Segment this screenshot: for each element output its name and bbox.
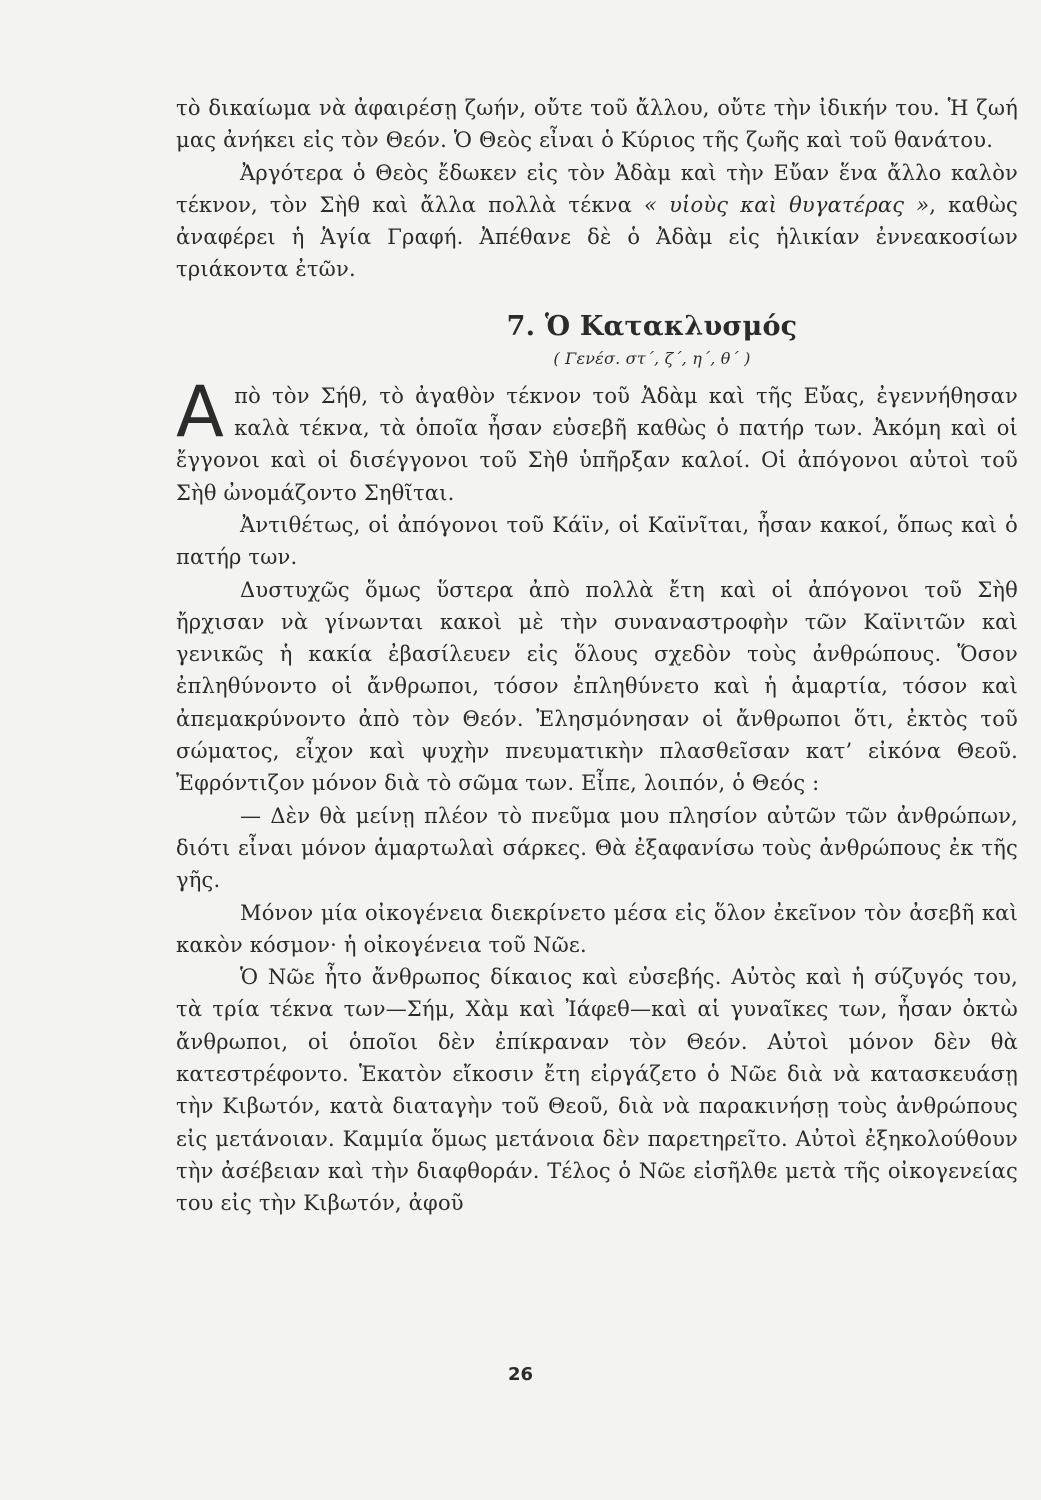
paragraph-3 bbox=[176, 370, 1018, 509]
scripture-reference: ( Γενέσ. στ΄, ζ΄, η΄, θ΄ ) bbox=[553, 348, 751, 368]
paragraph-3-text: πὸ τὸν Σήθ, τὸ ἀγαθὸν τέκνον τοῦ Ἀδὰμ καὶ τῆς Εὔας, ἐγεννήθησαν καλὰ τέκνα, τὰ ὁποῖα ἦσαν εὐσεβῆ καθὼς ὁ πατήρ των. Ἀκόμη καὶ οἱ ἔγγονοι καὶ οἱ δισέγγονοι τοῦ Σὴθ ὑπῆρξαν καλοί. Οἱ ἀπόγονοι αὐτοὶ τοῦ Σὴθ ὠνομάζοντο Σηθῖται. bbox=[176, 383, 1018, 505]
paragraph-7: Μόνον μία οἰκογένεια διεκρίνετο μέσα εἰς ὅλον ἐκεῖνον τὸν ἀσεβῆ καὶ κακὸν κόσμον· ἡ οἰκογένεια τοῦ Νῶε. bbox=[176, 900, 1018, 957]
paragraph-1: τὸ δικαίωμα νὰ ἀφαιρέσῃ ζωήν, οὔτε τοῦ ἄλλου, οὔτε τὴν ἰδικήν του. Ἡ ζωή μας ἀνήκει εἰς τὸν Θεόν. Ὁ Θεὸς εἶναι ὁ Κύριος τῆς ζωῆς καὶ τοῦ θανάτου. bbox=[176, 96, 1018, 153]
chapter-heading: 7. Ὁ Κατακλυσμός bbox=[506, 310, 798, 342]
paragraph-4: Ἀντιθέτως, οἱ ἀπόγονοι τοῦ Κάϊν, οἱ Καϊνῖται, ἦσαν κακοί, ὅπως καὶ ὁ πατήρ των. bbox=[176, 512, 1018, 570]
paragraph-6: — Δὲν θὰ μείνῃ πλέον τὸ πνεῦμα μου πλησίον αὐτῶν τῶν ἀνθρώπων, διότι εἶναι μόνον ἁμαρτωλαὶ σάρκες. Θὰ ἐξαφανίσω τοὺς ἀνθρώπους ἐκ τῆς γῆς. bbox=[176, 803, 1018, 893]
paragraph-8: Ὁ Νῶε ἦτο ἄνθρωπος δίκαιος καὶ εὐσεβής. Αὐτὸς καὶ ἡ σύζυγός του, τὰ τρία τέκνα των—Σήμ, Χὰμ καὶ Ἰάφεθ—καὶ αἱ γυναῖκες των, ἦσαν ὀκτὼ ἄνθρωποι, οἱ ὁποῖοι δὲν ἐπίκραναν τὸν Θεόν. Αὐτοὶ μόνον δὲν θὰ κατεστρέφοντο. Ἑκατὸν εἴκοσιν ἔτη εἰργάζετο ὁ Νῶε διὰ νὰ κατασκευάσῃ τὴν Κιβωτόν, κατὰ διαταγὴν τοῦ Θεοῦ, διὰ νὰ παρακινήσῃ τοὺς ἀνθρώπους εἰς μετάνοιαν. Καμμία ὅμως μετάνοια δὲν παρετηρεῖτο. Αὐτοὶ ἐξηκολούθουν τὴν ἀσέβειαν καὶ τὴν διαφθοράν. Τέλος ὁ Νῶε εἰσῆλθε μετὰ τῆς οἰκογενείας του εἰς τὴν Κιβωτόν, ἀφοῦ bbox=[176, 965, 1018, 1216]
page-number: 26 bbox=[507, 1364, 534, 1385]
drop-cap: Α bbox=[176, 370, 225, 453]
paragraph-2 bbox=[176, 157, 1018, 286]
paragraph-2-part-a: Ἀργότερα ὁ Θεὸς ἔδωκεν εἰς τὸν Ἀδὰμ καὶ τὴν Εὔαν ἕνα ἄλλο καλὸν τέκνον, τὸν Σὴθ καὶ ἄλλα πολλὰ τέκνα bbox=[176, 160, 1018, 217]
body-text bbox=[176, 92, 1018, 1220]
paragraph-2-part-b: , καθὼς ἀναφέρει ἡ Ἁγία Γραφή. Ἀπέθανε δὲ ὁ Ἀδὰμ εἰς ἡλικίαν ἐννεακοσίων τριάκοντα ἐτῶν. bbox=[176, 192, 1018, 282]
paragraph-5: Δυστυχῶς ὅμως ὕστερα ἀπὸ πολλὰ ἔτη καὶ οἱ ἀπόγονοι τοῦ Σὴθ ἤρχισαν νὰ γίνωνται κακοὶ μὲ τὴν συναναστροφὴν τῶν Καϊνιτῶν καὶ γενικῶς ἡ κακία ἐβασίλευεν εἰς ὅλους σχεδὸν τοὺς ἀνθρώπους. Ὅσον ἐπληθύνοντο οἱ ἄνθρωποι, τόσον ἐπληθύνετο καὶ ἡ ἁμαρτία, τόσον καὶ ἀπεμακρύνοντο ἀπὸ τὸν Θεόν. Ἐλησμόνησαν οἱ ἄνθρωποι ὅτι, ἐκτὸς τοῦ σώματος, εἶχον καὶ ψυχὴν πνευματικὴν πλασθεῖσαν κατ’ εἰκόνα Θεοῦ. Ἐφρόντιζον μόνον διὰ τὸ σῶμα των. Εἶπε, λοιπόν, ὁ Θεός : bbox=[176, 577, 1018, 796]
quote-sons-daughters: « υἱοὺς καὶ θυγατέρας » bbox=[644, 192, 930, 217]
